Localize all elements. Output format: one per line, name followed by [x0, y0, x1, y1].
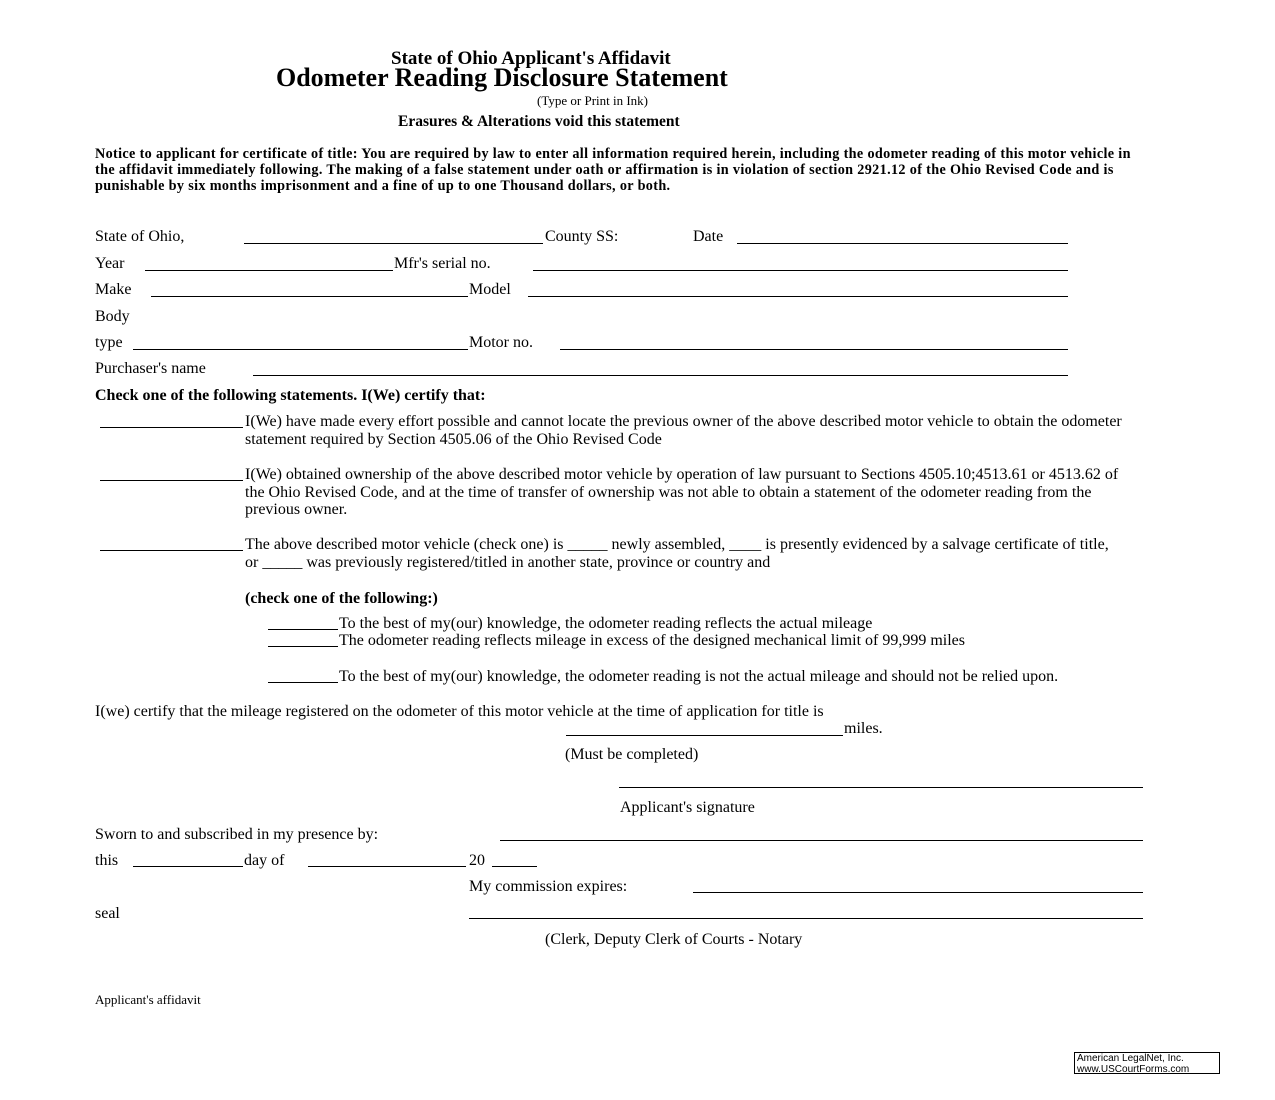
sworn-label: Sworn to and subscribed in my presence by:	[95, 826, 379, 843]
commission-field[interactable]	[693, 892, 1143, 893]
publisher-stamp	[1074, 1052, 1220, 1074]
day-field[interactable]	[133, 866, 243, 867]
stamp-line-1: American LegalNet, Inc.	[1077, 1053, 1184, 1064]
footer-label: Applicant's affidavit	[95, 992, 201, 1007]
ink-instruction: (Type or Print in Ink)	[537, 93, 649, 108]
year-field[interactable]	[145, 270, 393, 271]
motor-label: Motor no.	[469, 334, 533, 351]
statement-1-check[interactable]	[100, 427, 243, 428]
year-prefix: 20	[469, 852, 485, 869]
sub-option-1: To the best of my(our) knowledge, the odometer reading reflects the actual mileage	[339, 615, 873, 632]
check-heading: Check one of the following statements. I(We) certify that:	[95, 387, 486, 404]
body-type-field[interactable]	[133, 349, 468, 350]
statement-2-check[interactable]	[100, 480, 243, 481]
date-field[interactable]	[737, 243, 1068, 244]
sub-option-2-check[interactable]	[268, 646, 338, 647]
this-label: this	[95, 852, 119, 869]
statement-1: I(We) have made every effort possible and cannot locate the previous owner of the above described motor vehicle to obtain the odometer statement required by Section 4505.06 of the Ohio Revised Code	[245, 413, 1122, 448]
clerk-label: (Clerk, Deputy Clerk of Courts - Notary	[545, 931, 803, 948]
statement-2: I(We) obtained ownership of the above described motor vehicle by operation of law pursuant to Sections 4505.10;4513.61 or 4513.62 of the Ohio Revised Code, and at the time of transfer of ownership was not able to obtain a statement of the odometer reading from the previous owner.	[245, 466, 1119, 518]
sub-option-3: To the best of my(our) knowledge, the odometer reading is not the actual mileage and should not be relied upon.	[339, 668, 1059, 685]
model-field[interactable]	[528, 296, 1068, 297]
sub-option-3-check[interactable]	[268, 682, 338, 683]
miles-label: miles.	[844, 720, 883, 737]
month-field[interactable]	[308, 866, 466, 867]
motor-field[interactable]	[560, 349, 1068, 350]
form-title: Odometer Reading Disclosure Statement	[276, 63, 728, 92]
sworn-field[interactable]	[500, 840, 1143, 841]
stamp-line-2: www.USCourtForms.com	[1077, 1064, 1190, 1075]
county-label: County SS:	[545, 228, 619, 245]
commission-label: My commission expires:	[469, 878, 628, 895]
purchaser-field[interactable]	[253, 375, 1068, 376]
year-label: Year	[95, 255, 125, 272]
form-subtitle: State of Ohio Applicant's Affidavit	[391, 48, 671, 69]
notary-signature-line[interactable]	[469, 918, 1143, 919]
statement-3: The above described motor vehicle (check one) is _____ newly assembled, ____ is presently evidenced by a salvage certificate of title, or _____ was previously registered/titled in another state, province or country and	[245, 536, 1109, 571]
type-label: type	[95, 334, 123, 351]
serial-field[interactable]	[533, 270, 1068, 271]
mileage-field[interactable]	[566, 735, 843, 736]
notice-paragraph: Notice to applicant for certificate of title: You are required by law to enter all information required herein, including the odometer reading of this motor vehicle in the affidavit immediately following. The making of a false statement under oath or affirmation is in violation of section 2921.12 of the Ohio Revised Code and is punishable by six months imprisonment and a fine of up to one Thousand dollars, or both.	[95, 146, 1131, 194]
signature-label: Applicant's signature	[620, 799, 755, 816]
date-label: Date	[693, 228, 724, 245]
make-label: Make	[95, 281, 132, 298]
check-one-following: (check one of the following:)	[245, 590, 438, 607]
statement-3-check[interactable]	[100, 550, 243, 551]
certify-text: I(we) certify that the mileage registered on the odometer of this motor vehicle at the time of application for title is	[95, 703, 824, 720]
model-label: Model	[469, 281, 511, 298]
year-suffix-field[interactable]	[492, 866, 537, 867]
state-field[interactable]	[244, 243, 543, 244]
body-label: Body	[95, 308, 130, 325]
make-field[interactable]	[151, 296, 468, 297]
purchaser-label: Purchaser's name	[95, 360, 206, 377]
seal-label: seal	[95, 905, 120, 922]
sub-option-1-check[interactable]	[268, 629, 338, 630]
sub-option-2: The odometer reading reflects mileage in excess of the designed mechanical limit of 99,999 miles	[339, 632, 966, 649]
must-complete-note: (Must be completed)	[565, 746, 699, 763]
erasure-warning: Erasures & Alterations void this statement	[398, 113, 680, 130]
serial-label: Mfr's serial no.	[394, 255, 491, 272]
state-label: State of Ohio,	[95, 228, 185, 245]
signature-line[interactable]	[619, 787, 1143, 788]
day-of-label: day of	[244, 852, 285, 869]
